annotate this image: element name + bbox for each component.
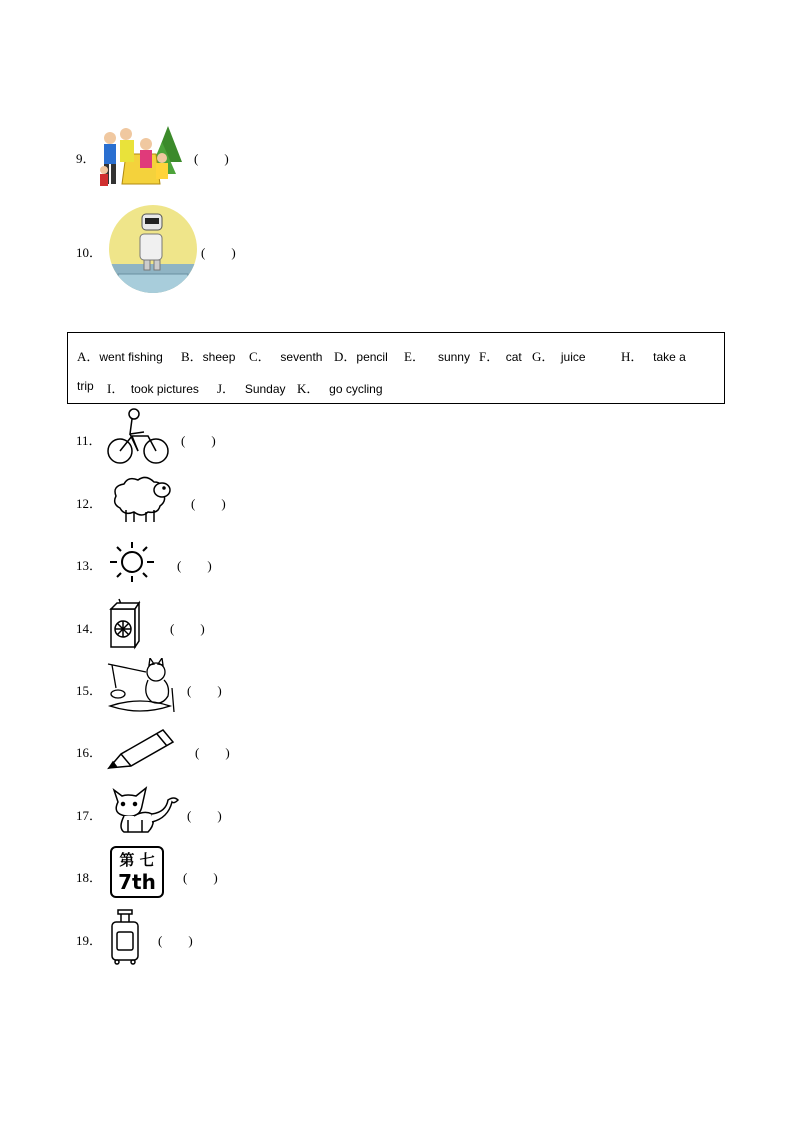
question-number: 15． <box>76 683 103 698</box>
question-number: 16． <box>76 745 103 760</box>
seventh-sign-ordinal: 7th <box>118 870 156 894</box>
seventh-sign-icon <box>110 846 164 898</box>
option-c: C． seventh <box>249 349 323 364</box>
option-d: D．pencil <box>334 349 388 364</box>
option-a: A．went fishing <box>77 349 163 364</box>
word-bank-box <box>67 332 725 404</box>
answer-blank[interactable]: ( ) <box>201 245 236 260</box>
question-number: 14． <box>76 621 103 636</box>
answer-blank[interactable]: ( ) <box>194 151 229 166</box>
cyclist-icon <box>106 406 170 466</box>
question-number: 12． <box>76 496 103 511</box>
answer-blank[interactable]: ( ) <box>195 745 230 760</box>
option-g: G． juice <box>532 349 586 364</box>
pencil-icon <box>107 728 177 772</box>
question-number: 18． <box>76 870 103 885</box>
question-number: 13． <box>76 558 103 573</box>
question-number: 17． <box>76 808 103 823</box>
cat-icon <box>108 784 182 836</box>
option-k: K． go cycling <box>297 381 383 396</box>
sheep-icon <box>108 474 174 524</box>
answer-blank[interactable]: ( ) <box>158 933 193 948</box>
juice-box-icon <box>107 597 141 651</box>
option-e: E． sunny <box>404 349 470 364</box>
answer-blank[interactable]: ( ) <box>183 870 218 885</box>
camping-family-icon <box>96 124 188 192</box>
question-number: 9． <box>76 151 96 166</box>
question-number: 19． <box>76 933 103 948</box>
option-j: J． Sunday <box>217 381 286 396</box>
option-i: I． took pictures <box>107 381 199 396</box>
suitcase-icon <box>108 908 142 966</box>
answer-blank[interactable]: ( ) <box>181 433 216 448</box>
sun-icon <box>108 540 158 584</box>
question-number: 10． <box>76 245 103 260</box>
answer-blank[interactable]: ( ) <box>187 808 222 823</box>
answer-blank[interactable]: ( ) <box>177 558 212 573</box>
option-f: F． cat <box>479 349 522 364</box>
question-number: 11． <box>76 433 102 448</box>
option-b: B．sheep <box>181 349 236 364</box>
answer-blank[interactable]: ( ) <box>187 683 222 698</box>
cat-fishing-icon <box>106 658 178 716</box>
robot-icon <box>108 204 198 294</box>
answer-blank[interactable]: ( ) <box>170 621 205 636</box>
option-h: H． take a <box>621 349 686 364</box>
seventh-sign-chinese: 第 七 <box>119 851 155 869</box>
option-h-continued: trip <box>77 379 94 393</box>
answer-blank[interactable]: ( ) <box>191 496 226 511</box>
